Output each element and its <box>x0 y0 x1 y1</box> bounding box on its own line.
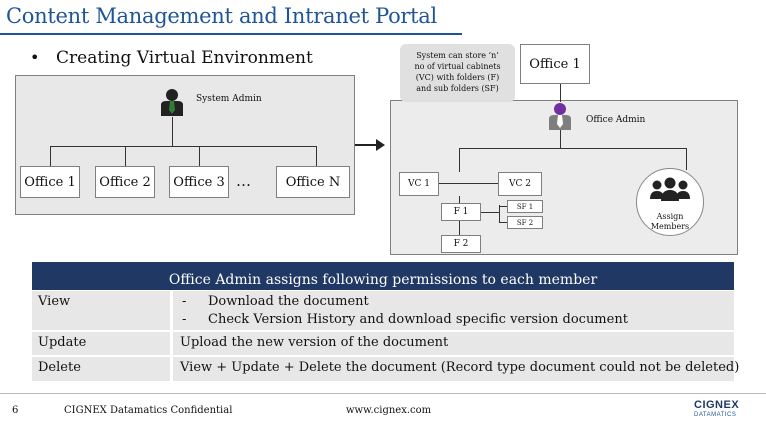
note-line: System can store ‘n’ <box>416 51 499 60</box>
connector-line <box>172 117 173 147</box>
permission-name-view: View <box>38 294 71 309</box>
connector-line <box>499 206 507 207</box>
f1-box: F 1 <box>441 203 481 221</box>
connector-line <box>50 146 51 166</box>
office-box: Office 2 <box>95 166 155 198</box>
title-underline <box>0 33 462 35</box>
vc1-box: VC 1 <box>399 172 439 196</box>
view-item: Download the document <box>208 294 369 309</box>
permission-desc-update: Upload the new version of the document <box>180 335 449 350</box>
connector-line <box>199 146 200 166</box>
logo-main-text: CIGNEX <box>694 399 740 411</box>
system-admin-label: System Admin <box>196 94 262 104</box>
list-bullet: - <box>182 312 187 327</box>
office-box: Office 3 <box>169 166 229 198</box>
permission-name-update: Update <box>38 335 87 350</box>
ellipsis: … <box>236 172 251 190</box>
assign-members-label <box>650 212 690 232</box>
connector-line <box>560 130 561 148</box>
confidential-label: CIGNEX Datamatics Confidential <box>64 405 233 416</box>
members-icon <box>648 177 692 203</box>
sf1-box: SF 1 <box>507 200 543 213</box>
connector-line <box>481 212 499 213</box>
list-bullet: - <box>182 294 187 309</box>
office-admin-icon <box>548 102 572 130</box>
connector-line <box>125 146 126 166</box>
connector-line <box>316 146 317 166</box>
office-admin-label: Office Admin <box>586 115 646 125</box>
connector-line <box>438 183 498 184</box>
f2-box: F 2 <box>441 235 481 253</box>
connector-line <box>459 148 686 149</box>
permission-name-delete: Delete <box>38 360 81 375</box>
bullet: • <box>30 48 40 67</box>
connector-line <box>499 222 507 223</box>
office-1-box: Office 1 <box>520 44 590 84</box>
office-box: Office 1 <box>20 166 80 198</box>
sf2-box: SF 2 <box>507 216 543 229</box>
note-line: and sub folders (SF) <box>416 84 499 93</box>
connector-line <box>459 148 460 172</box>
page-number: 6 <box>12 405 19 416</box>
system-admin-icon <box>160 88 184 116</box>
permission-desc-delete: View + Update + Delete the document (Record type document could not be deleted) <box>180 360 740 375</box>
subtitle: Creating Virtual Environment <box>56 48 313 68</box>
page-title: Content Management and Intranet Portal <box>6 4 437 28</box>
arrow-head-icon <box>376 139 385 151</box>
connector-line <box>50 146 316 147</box>
assign-line: Assign <box>656 212 684 221</box>
view-item: Check Version History and download specific version document <box>208 312 628 327</box>
vc2-box: VC 2 <box>498 172 542 196</box>
note-line: no of virtual cabinets <box>414 62 501 71</box>
website-link[interactable]: www.cignex.com <box>346 405 432 416</box>
permissions-header: Office Admin assigns following permissions to each member <box>32 262 734 290</box>
logo-sub-text: DATAMATICS <box>694 412 737 418</box>
office-box: Office N <box>276 166 350 198</box>
connector-line <box>499 205 500 222</box>
note-box <box>400 44 515 102</box>
company-logo <box>694 400 754 422</box>
assign-line: Members <box>650 222 690 231</box>
connector-line <box>560 84 561 102</box>
note-line: (VC) with folders (F) <box>415 73 500 82</box>
connector-line <box>686 148 687 170</box>
footer-divider <box>0 393 766 394</box>
